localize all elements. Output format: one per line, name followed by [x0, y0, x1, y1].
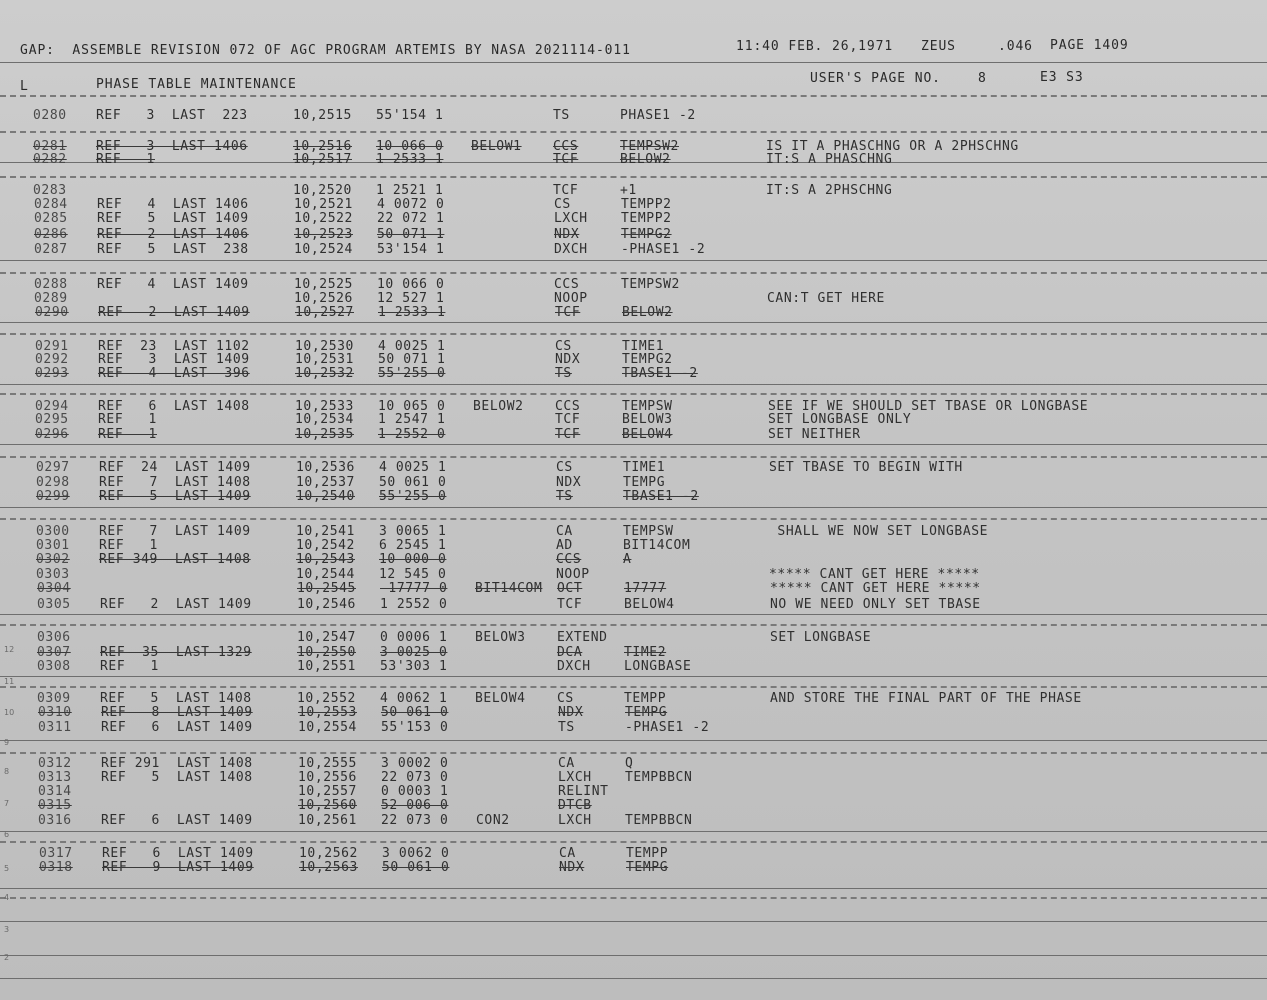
line-addr: 10,2524	[294, 242, 353, 257]
rule-line	[0, 676, 1267, 677]
line-op: LXCH	[558, 770, 592, 785]
line-comment: CAN:T GET HERE	[767, 291, 885, 306]
line-ln: 0301	[36, 538, 70, 553]
line-op: DXCH	[557, 659, 591, 674]
line-addr: 10,2527	[295, 305, 354, 320]
line-ref: REF 1	[99, 538, 158, 553]
line-operand: TIME1	[622, 339, 665, 354]
line-op: CS	[554, 197, 571, 212]
line-op: DTCB	[558, 798, 592, 813]
line-operand: BELOW4	[624, 597, 675, 612]
header-version: .046	[998, 39, 1033, 54]
line-op: CA	[559, 846, 576, 861]
line-addr: 10,2563	[299, 860, 358, 875]
line-addr: 10,2533	[295, 399, 354, 414]
line-operand: TEMPG	[625, 705, 668, 720]
line-operand: Q	[625, 756, 634, 771]
line-operand: TBASE1 -2	[622, 366, 698, 381]
line-ln: 0281	[33, 139, 67, 154]
line-ln: 0312	[38, 756, 72, 771]
line-ln: 0280	[33, 108, 67, 123]
line-ln: 0291	[35, 339, 69, 354]
line-operand: TEMPBBCN	[625, 813, 693, 828]
line-op: CCS	[556, 552, 582, 567]
line-op: TS	[553, 108, 570, 123]
margin-number: 10	[4, 708, 15, 717]
line-ln: 0314	[38, 784, 72, 799]
line-addr: 10,2537	[296, 475, 355, 490]
line-operand: TEMPP	[624, 691, 667, 706]
rule-line	[0, 333, 1267, 335]
line-addr: 10,2543	[296, 552, 355, 567]
line-addr: 10,2536	[296, 460, 355, 475]
line-word: 17777 0	[380, 581, 448, 596]
line-ref: REF 2 LAST 1409	[98, 305, 250, 320]
line-word: 10 065 0	[378, 399, 446, 414]
line-addr: 10,2525	[294, 277, 353, 292]
line-ln: 0296	[35, 427, 69, 442]
line-word: 0 0006 1	[380, 630, 448, 645]
line-word: 3 0002 0	[381, 756, 449, 771]
line-label: BIT14COM	[475, 581, 543, 596]
line-ln: 0297	[36, 460, 70, 475]
margin-number: 7	[4, 799, 10, 808]
line-addr: 10,2520	[293, 183, 352, 198]
line-operand: TIME2	[624, 645, 667, 660]
line-addr: 10,2547	[297, 630, 356, 645]
line-op: LXCH	[554, 211, 588, 226]
rule-line	[0, 384, 1267, 385]
rule-line	[0, 897, 1267, 899]
line-operand: TEMPSW	[623, 524, 674, 539]
line-ln: 0286	[34, 227, 68, 242]
line-ln: 0303	[36, 567, 70, 582]
line-addr: 10,2532	[295, 366, 354, 381]
line-op: NOOP	[554, 291, 588, 306]
margin-number: 8	[4, 767, 10, 776]
line-ref: REF 4 LAST 396	[98, 366, 250, 381]
line-addr: 10,2521	[294, 197, 353, 212]
users-page-label: USER'S PAGE NO.	[810, 71, 941, 86]
line-label: BELOW1	[471, 139, 522, 154]
rule-line	[0, 507, 1267, 508]
line-ln: 0308	[37, 659, 71, 674]
line-ref: REF 6 LAST 1409	[102, 846, 254, 861]
line-operand: TEMPG	[626, 860, 669, 875]
line-addr: 10,2523	[294, 227, 353, 242]
line-ln: 0282	[33, 152, 67, 167]
line-ln: 0290	[35, 305, 69, 320]
line-ref: REF 2 LAST 1406	[97, 227, 249, 242]
line-op: TCF	[553, 183, 579, 198]
rule-line	[0, 176, 1267, 178]
line-addr: 10,2550	[297, 645, 356, 660]
margin-number: 2	[4, 953, 10, 962]
line-op: TS	[555, 366, 572, 381]
line-comment: IT:S A PHASCHNG	[766, 152, 893, 167]
line-operand: TEMPSW2	[621, 277, 680, 292]
line-comment: SET TBASE TO BEGIN WITH	[769, 460, 963, 475]
line-operand: -PHASE1 -2	[621, 242, 706, 257]
line-addr: 10,2555	[298, 756, 357, 771]
line-label: BELOW2	[473, 399, 524, 414]
line-ref: REF 23 LAST 1102	[98, 339, 250, 354]
line-ref: REF 4 LAST 1406	[97, 197, 249, 212]
rule-line	[0, 95, 1267, 97]
line-op: DCA	[557, 645, 583, 660]
page-code: E3 S3	[1040, 70, 1084, 85]
line-operand: TEMPP2	[621, 211, 672, 226]
line-word: 1 2552 0	[378, 427, 446, 442]
line-op: TS	[556, 489, 573, 504]
line-comment: SEE IF WE SHOULD SET TBASE OR LONGBASE	[768, 399, 1089, 414]
line-ln: 0299	[36, 489, 70, 504]
line-addr: 10,2515	[293, 108, 352, 123]
line-operand: TBASE1 -2	[623, 489, 699, 504]
users-page-number: 8	[978, 71, 987, 86]
line-operand: TIME1	[623, 460, 666, 475]
line-ln: 0292	[35, 352, 69, 367]
line-operand: BELOW3	[622, 412, 673, 427]
line-op: CS	[556, 460, 573, 475]
line-word: 50 071 1	[377, 227, 445, 242]
line-op: NDX	[555, 352, 581, 367]
line-word: 12 527 1	[377, 291, 445, 306]
line-addr: 10,2556	[298, 770, 357, 785]
line-addr: 10,2545	[297, 581, 356, 596]
line-addr: 10,2531	[295, 352, 354, 367]
line-ln: 0307	[37, 645, 71, 660]
line-op: CCS	[554, 277, 580, 292]
header-page: PAGE 1409	[1050, 38, 1129, 53]
line-operand: TEMPBBCN	[625, 770, 693, 785]
line-ln: 0305	[37, 597, 71, 612]
line-word: 1 2533 1	[376, 152, 444, 167]
line-word: 10 066 0	[377, 277, 445, 292]
line-op: CS	[557, 691, 574, 706]
line-ref: REF 2 LAST 1409	[100, 597, 252, 612]
line-ln: 0306	[37, 630, 71, 645]
line-operand: TEMPSW	[622, 399, 673, 414]
line-word: 6 2545 1	[379, 538, 447, 553]
rule-line	[0, 955, 1267, 956]
line-word: 0 0003 1	[381, 784, 449, 799]
line-ln: 0293	[35, 366, 69, 381]
line-ref: REF 6 LAST 1409	[101, 813, 253, 828]
line-ref: REF 1	[96, 152, 155, 167]
line-operand: +1	[620, 183, 637, 198]
line-op: EXTEND	[557, 630, 608, 645]
line-ref: REF 5 LAST 238	[97, 242, 249, 257]
line-addr: 10,2553	[298, 705, 357, 720]
line-ref: REF 35 LAST 1329	[100, 645, 252, 660]
rule-line	[0, 322, 1267, 323]
line-comment: SHALL WE NOW SET LONGBASE	[769, 524, 989, 539]
rule-line	[0, 260, 1267, 261]
line-ln: 0304	[37, 581, 71, 596]
line-comment: SET NEITHER	[768, 427, 861, 442]
line-op: TCF	[555, 412, 581, 427]
line-word: 55'154 1	[376, 108, 444, 123]
margin-number: 3	[4, 925, 10, 934]
rule-line	[0, 831, 1267, 832]
line-addr: 10,2551	[297, 659, 356, 674]
line-ref: REF 349 LAST 1408	[99, 552, 251, 567]
line-ln: 0300	[36, 524, 70, 539]
line-ln: 0287	[34, 242, 68, 257]
line-ln: 0285	[34, 211, 68, 226]
line-op: NDX	[558, 705, 584, 720]
line-ref: REF 3 LAST 1409	[98, 352, 250, 367]
line-op: LXCH	[558, 813, 592, 828]
line-operand: -PHASE1 -2	[625, 720, 710, 735]
line-ref: REF 9 LAST 1409	[102, 860, 254, 875]
line-operand: TEMPG2	[622, 352, 673, 367]
line-word: 1 2533 1	[378, 305, 446, 320]
header-time: 11:40 FEB. 26,1971	[736, 39, 894, 54]
line-ln: 0288	[34, 277, 68, 292]
line-op: DXCH	[554, 242, 588, 257]
line-op: CCS	[555, 399, 581, 414]
line-addr: 10,2554	[298, 720, 357, 735]
rule-line	[0, 518, 1267, 520]
line-op: RELINT	[558, 784, 609, 799]
line-ln: 0311	[38, 720, 72, 735]
line-ln: 0289	[34, 291, 68, 306]
rule-line	[0, 444, 1267, 445]
rule-line	[0, 752, 1267, 754]
rule-line	[0, 131, 1267, 133]
line-ref: REF 7 LAST 1408	[99, 475, 251, 490]
rule-line	[0, 393, 1267, 395]
line-operand: BELOW4	[622, 427, 673, 442]
line-addr: 10,2517	[293, 152, 352, 167]
line-ref: REF 5 LAST 1409	[97, 211, 249, 226]
margin-number: 6	[4, 830, 10, 839]
line-word: 55'255 0	[378, 366, 446, 381]
line-ref: REF 5 LAST 1408	[100, 691, 252, 706]
line-ref: REF 1	[100, 659, 159, 674]
line-label: BELOW3	[475, 630, 526, 645]
line-operand: PHASE1 -2	[620, 108, 696, 123]
line-ref: REF 7 LAST 1409	[99, 524, 251, 539]
rule-line	[0, 686, 1267, 688]
line-label: BELOW4	[475, 691, 526, 706]
line-operand: TEMPG	[623, 475, 666, 490]
line-ref: REF 5 LAST 1408	[101, 770, 253, 785]
line-comment: SET LONGBASE ONLY	[768, 412, 912, 427]
margin-number: 11	[4, 677, 15, 686]
line-word: 1 2552 0	[380, 597, 448, 612]
line-word: 10 066 0	[376, 139, 444, 154]
line-ln: 0318	[39, 860, 73, 875]
line-word: 50 061 0	[381, 705, 449, 720]
line-op: NDX	[559, 860, 585, 875]
line-addr: 10,2542	[296, 538, 355, 553]
rule-line	[0, 272, 1267, 274]
line-word: 22 073 0	[381, 813, 449, 828]
line-addr: 10,2540	[296, 489, 355, 504]
line-operand: TEMPSW2	[620, 139, 679, 154]
line-addr: 10,2530	[295, 339, 354, 354]
line-comment: IS IT A PHASCHNG OR A 2PHSCHNG	[766, 139, 1019, 154]
line-addr: 10,2562	[299, 846, 358, 861]
line-comment: IT:S A 2PHSCHNG	[766, 183, 893, 198]
line-comment: ***** CANT GET HERE *****	[769, 567, 980, 582]
line-op: TCF	[555, 305, 581, 320]
line-comment: AND STORE THE FINAL PART OF THE PHASE	[770, 691, 1082, 706]
line-word: 10 000 0	[379, 552, 447, 567]
line-addr: 10,2535	[295, 427, 354, 442]
line-word: 3 0065 1	[379, 524, 447, 539]
line-operand: BIT14COM	[623, 538, 691, 553]
line-op: CCS	[553, 139, 579, 154]
line-op: CA	[558, 756, 575, 771]
line-word: 53'303 1	[380, 659, 448, 674]
line-ln: 0284	[34, 197, 68, 212]
line-word: 4 0062 1	[380, 691, 448, 706]
line-ref: REF 8 LAST 1409	[101, 705, 253, 720]
line-ln: 0310	[38, 705, 72, 720]
line-comment: SET LONGBASE	[770, 630, 872, 645]
line-word: 50 061 0	[379, 475, 447, 490]
line-ref: REF 291 LAST 1408	[101, 756, 253, 771]
line-addr: 10,2534	[295, 412, 354, 427]
rule-line	[0, 740, 1267, 741]
line-operand: TEMPG2	[621, 227, 672, 242]
line-ref: REF 6 LAST 1409	[101, 720, 253, 735]
line-word: 52 006 0	[381, 798, 449, 813]
line-op: OCT	[557, 581, 583, 596]
line-ref: REF 3 LAST 223	[96, 108, 248, 123]
line-operand: LONGBASE	[624, 659, 692, 674]
margin-number: 12	[4, 645, 15, 654]
line-ln: 0294	[35, 399, 69, 414]
line-operand: TEMPP	[626, 846, 669, 861]
line-ref: REF 4 LAST 1409	[97, 277, 249, 292]
rule-line	[0, 841, 1267, 843]
rule-line	[0, 456, 1267, 458]
line-addr: 10,2557	[298, 784, 357, 799]
line-op: NDX	[556, 475, 582, 490]
line-ln: 0298	[36, 475, 70, 490]
line-ref: REF 1	[98, 412, 157, 427]
line-word: 55'255 0	[379, 489, 447, 504]
line-label: CON2	[476, 813, 510, 828]
line-op: TCF	[553, 152, 579, 167]
line-op: TCF	[557, 597, 583, 612]
line-ln: 0309	[37, 691, 71, 706]
column-l: L	[20, 79, 29, 94]
line-operand: 17777	[624, 581, 667, 596]
line-ref: REF 5 LAST 1409	[99, 489, 251, 504]
line-word: 22 072 1	[377, 211, 445, 226]
section-title: PHASE TABLE MAINTENANCE	[96, 77, 297, 92]
line-ref: REF 3 LAST 1406	[96, 139, 248, 154]
margin-number: 4	[4, 893, 10, 902]
line-ln: 0315	[38, 798, 72, 813]
line-addr: 10,2561	[298, 813, 357, 828]
line-word: 3 0062 0	[382, 846, 450, 861]
rule-line	[0, 888, 1267, 889]
line-word: 12 545 0	[379, 567, 447, 582]
line-op: AD	[556, 538, 573, 553]
line-word: 53'154 1	[377, 242, 445, 257]
line-ln: 0302	[36, 552, 70, 567]
line-ref: REF 6 LAST 1408	[98, 399, 250, 414]
line-ref: REF 1	[98, 427, 157, 442]
line-addr: 10,2552	[297, 691, 356, 706]
line-word: 22 073 0	[381, 770, 449, 785]
line-op: NOOP	[556, 567, 590, 582]
line-operand: TEMPP2	[621, 197, 672, 212]
rule-line	[0, 978, 1267, 979]
line-op: CS	[555, 339, 572, 354]
line-comment: ***** CANT GET HERE *****	[770, 581, 981, 596]
header-title: GAP: ASSEMBLE REVISION 072 OF AGC PROGRAM ARTEMIS BY NASA 2021114-011	[20, 43, 631, 58]
line-addr: 10,2541	[296, 524, 355, 539]
line-addr: 10,2516	[293, 139, 352, 154]
line-word: 4 0025 1	[379, 460, 447, 475]
margin-number: 5	[4, 864, 10, 873]
line-op: TS	[558, 720, 575, 735]
line-comment: NO WE NEED ONLY SET TBASE	[770, 597, 981, 612]
line-addr: 10,2560	[298, 798, 357, 813]
margin-number: 9	[4, 738, 10, 747]
line-ln: 0295	[35, 412, 69, 427]
header-system: ZEUS	[921, 39, 956, 54]
line-ln: 0316	[38, 813, 72, 828]
line-operand: BELOW2	[620, 152, 671, 167]
line-operand: BELOW2	[622, 305, 673, 320]
line-ref: REF 24 LAST 1409	[99, 460, 251, 475]
line-addr: 10,2522	[294, 211, 353, 226]
line-word: 50 061 0	[382, 860, 450, 875]
line-ln: 0313	[38, 770, 72, 785]
line-addr: 10,2546	[297, 597, 356, 612]
rule-line	[0, 614, 1267, 615]
line-word: 1 2521 1	[376, 183, 444, 198]
line-operand: A	[623, 552, 632, 567]
line-word: 3 0025 0	[380, 645, 448, 660]
line-op: NDX	[554, 227, 580, 242]
line-ln: 0283	[33, 183, 67, 198]
rule-line	[0, 62, 1267, 63]
rule-line	[0, 921, 1267, 922]
line-ln: 0317	[39, 846, 73, 861]
line-word: 4 0025 1	[378, 339, 446, 354]
line-word: 55'153 0	[381, 720, 449, 735]
line-word: 4 0072 0	[377, 197, 445, 212]
line-addr: 10,2544	[296, 567, 355, 582]
rule-line	[0, 624, 1267, 626]
line-op: TCF	[555, 427, 581, 442]
line-word: 1 2547 1	[378, 412, 446, 427]
line-op: CA	[556, 524, 573, 539]
line-addr: 10,2526	[294, 291, 353, 306]
line-word: 50 071 1	[378, 352, 446, 367]
